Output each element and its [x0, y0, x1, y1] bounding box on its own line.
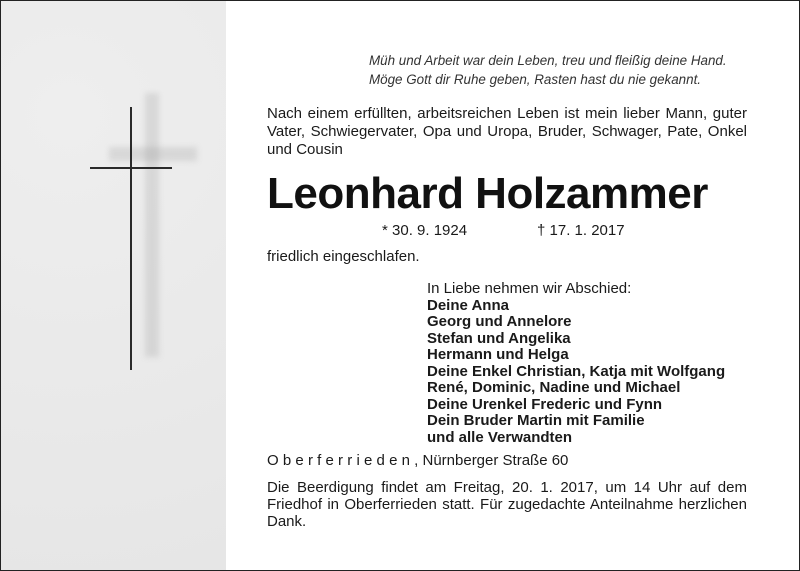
cross-shadow-bar — [109, 147, 197, 161]
mourners-intro: In Liebe nehmen wir Abschied: — [427, 280, 632, 297]
death-date: † 17. 1. 2017 — [537, 222, 625, 239]
passed-text: friedlich eingeschlafen. — [267, 248, 420, 265]
address-street: , Nürnberger Straße 60 — [414, 452, 569, 469]
address-place: Oberferrieden — [267, 452, 415, 469]
motto-line-1: Müh und Arbeit war dein Leben, treu und fleißig deine Hand. — [369, 53, 727, 68]
cross-shadow — [145, 93, 159, 357]
mourner: Deine Anna — [427, 296, 509, 314]
side-panel — [1, 1, 226, 570]
birth-date: * 30. 9. 1924 — [382, 222, 468, 239]
intro-text: Nach einem erfüllten, arbeitsreichen Leben ist mein lieber Mann, guter Vater, Schwiegervater, Opa und Uropa, Bruder, Schwager, Pate, Onkel und Cousin — [267, 105, 747, 158]
mourner: Georg und Annelore — [427, 313, 572, 330]
motto-line-2: Möge Gott dir Ruhe geben, Rasten hast du nie gekannt. — [369, 72, 702, 87]
address — [267, 452, 568, 470]
mourner: Deine Enkel Christian, Katja mit Wolfgang — [427, 362, 726, 380]
mourner: Stefan und Angelika — [427, 329, 571, 347]
deceased-name: Leonhard Holzammer — [267, 169, 708, 218]
mourner: René, Dominic, Nadine und Michael — [427, 379, 681, 396]
motto-verse — [369, 51, 749, 89]
mourners-list — [427, 281, 757, 446]
mourner: Hermann und Helga — [427, 346, 569, 363]
mourner: Dein Bruder Martin mit Familie — [427, 412, 645, 429]
mourner: Deine Urenkel Frederic und Fynn — [427, 395, 663, 413]
cross-icon-bar — [90, 167, 172, 169]
mourner: und alle Verwandten — [427, 428, 573, 446]
funeral-info: Die Beerdigung findet am Freitag, 20. 1. 2017, um 14 Uhr auf dem Friedhof in Oberferrieden statt. Für zugedachte Anteilnahme herzlichen Dank. — [267, 479, 747, 530]
cross-icon — [130, 107, 132, 370]
